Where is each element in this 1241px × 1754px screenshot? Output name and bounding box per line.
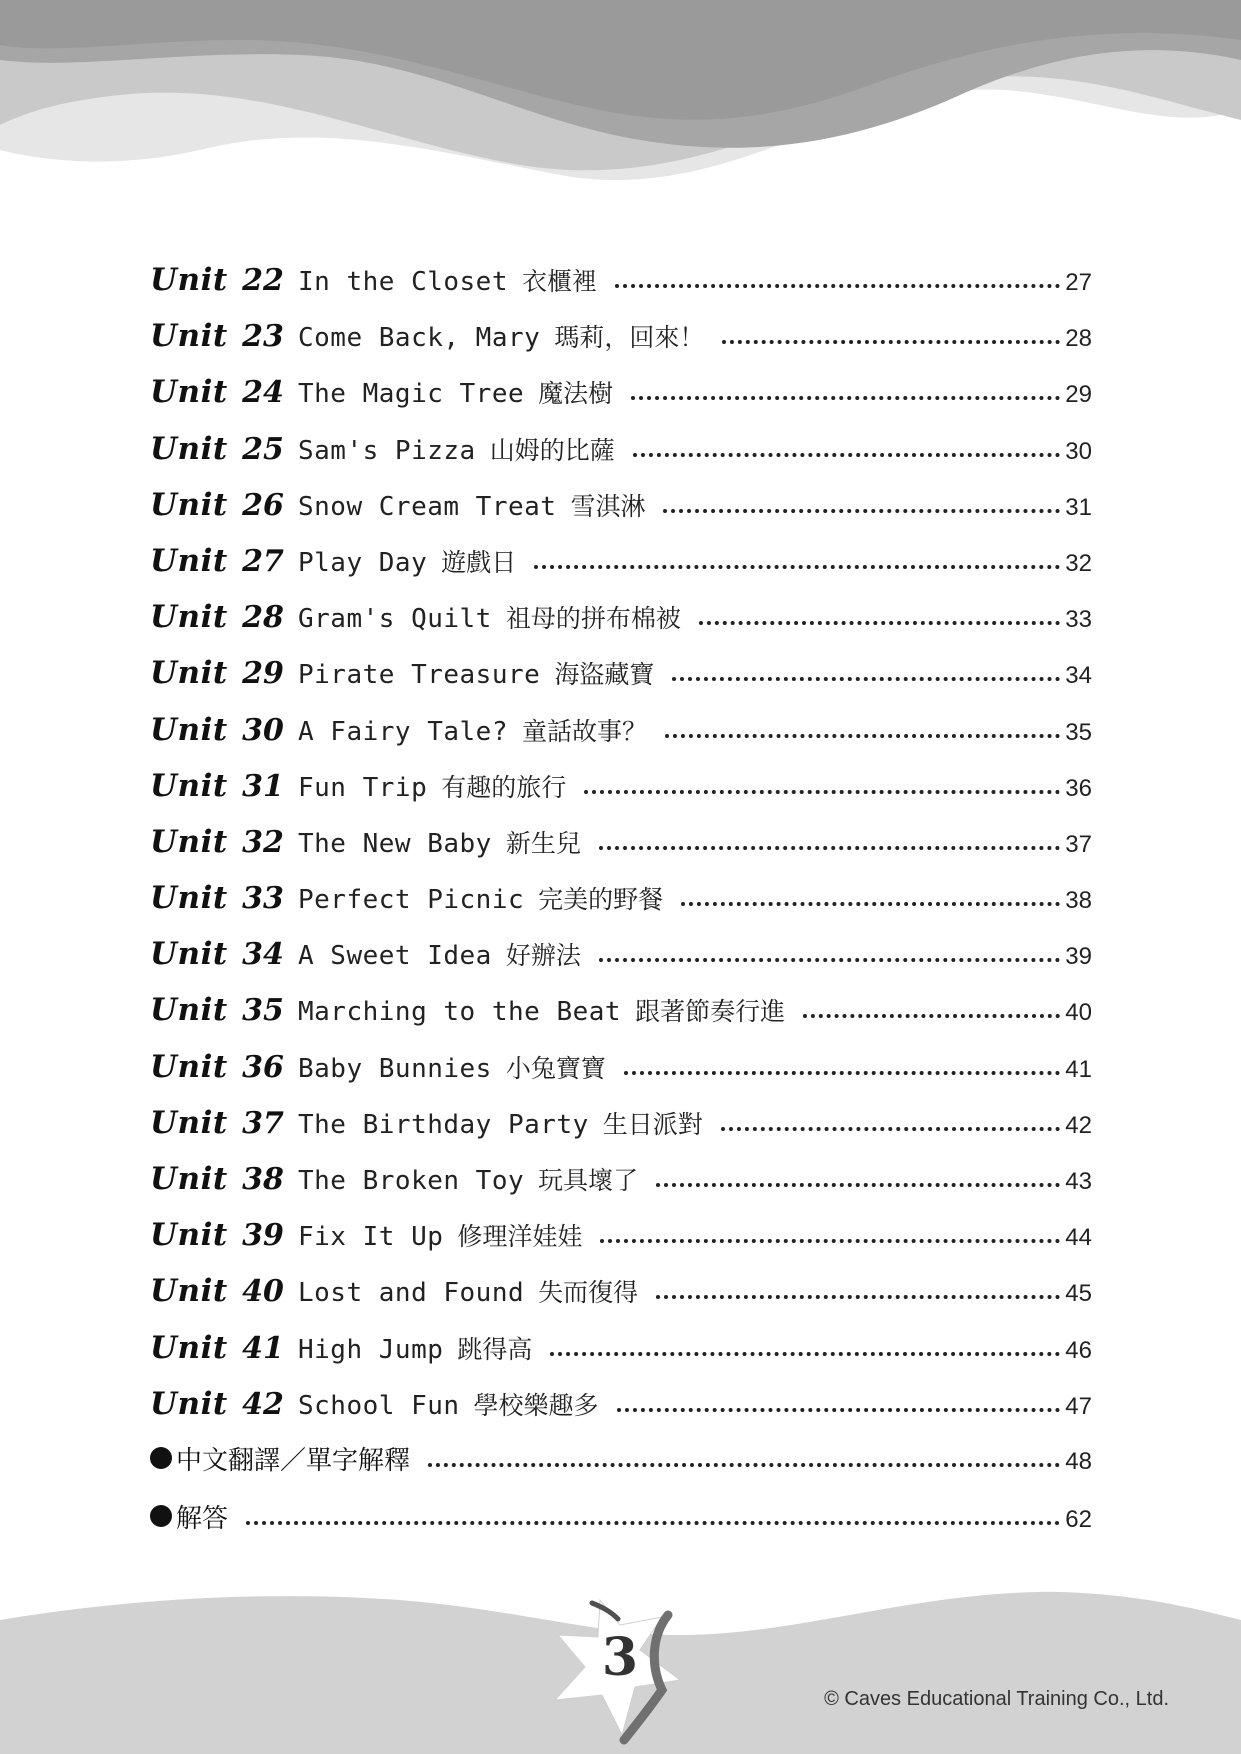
toc-entry[interactable] — [150, 364, 1092, 420]
unit-title-chinese: 跳得高 — [457, 1334, 533, 1364]
unit-title-english: Pirate Treasure — [298, 660, 541, 691]
page-reference: 32 — [1065, 549, 1092, 577]
unit-number: 33 — [242, 881, 284, 917]
unit-label: Unit — [150, 936, 228, 973]
unit-label: Unit — [150, 374, 228, 411]
unit-title-english: In the Closet — [298, 267, 508, 297]
page-reference: 33 — [1065, 606, 1092, 634]
page-reference: 38 — [1065, 887, 1092, 915]
toc-entry[interactable] — [150, 814, 1092, 870]
unit-number: 35 — [242, 993, 284, 1029]
extra-section-title: 解答 — [176, 1503, 229, 1534]
page-reference: 42 — [1065, 1111, 1092, 1139]
dot-leader — [617, 1400, 1060, 1412]
unit-title-english: Perfect Picnic — [298, 885, 525, 916]
dot-leader — [633, 445, 1060, 457]
page-reference: 37 — [1065, 830, 1092, 858]
page-number: 3 — [601, 1627, 639, 1688]
unit-title-chinese: 學校樂趣多 — [473, 1390, 599, 1420]
unit-number: 41 — [242, 1330, 284, 1366]
dot-leader — [631, 388, 1060, 400]
toc-entry[interactable] — [150, 982, 1092, 1038]
unit-title-chinese: 海盜藏寶 — [554, 660, 655, 690]
page-reference: 29 — [1065, 381, 1092, 409]
unit-label: Unit — [150, 1217, 228, 1254]
unit-number: 28 — [242, 600, 284, 636]
unit-label: Unit — [150, 1273, 228, 1310]
dot-leader — [721, 1119, 1060, 1131]
toc-entry[interactable] — [150, 758, 1092, 814]
dot-leader — [246, 1513, 1060, 1525]
dot-leader — [624, 1063, 1060, 1075]
unit-title-english: The Birthday Party — [298, 1109, 589, 1140]
unit-number: 29 — [242, 656, 284, 692]
dot-leader — [534, 557, 1060, 569]
unit-title-chinese: 童話故事？ — [522, 716, 648, 746]
unit-label: Unit — [150, 1104, 228, 1141]
toc-entry[interactable] — [150, 308, 1092, 364]
dot-leader — [584, 782, 1060, 794]
unit-label: Unit — [150, 318, 228, 355]
page-reference: 62 — [1065, 1505, 1092, 1533]
unit-title-chinese: 完美的野餐 — [538, 885, 664, 915]
dot-leader — [681, 894, 1060, 906]
unit-title-english: Lost and Found — [298, 1278, 525, 1309]
unit-title-chinese: 跟著節奏行進 — [635, 997, 786, 1027]
page-reference: 48 — [1065, 1447, 1092, 1475]
unit-number: 34 — [242, 937, 284, 973]
page-reference: 44 — [1065, 1224, 1092, 1252]
unit-title-chinese: 小兔寶寶 — [505, 1053, 606, 1083]
dot-leader — [656, 1175, 1060, 1187]
page-reference: 39 — [1065, 943, 1092, 971]
toc-entry[interactable] — [150, 1376, 1092, 1432]
unit-title-english: The Broken Toy — [298, 1166, 525, 1196]
unit-title-chinese: 雪淇淋 — [570, 491, 646, 521]
page-reference: 35 — [1065, 718, 1092, 746]
unit-title-chinese: 生日派對 — [602, 1109, 703, 1139]
dot-leader — [722, 332, 1060, 344]
bullet-icon — [150, 1447, 172, 1469]
unit-title-chinese: 修理洋娃娃 — [457, 1222, 583, 1252]
unit-number: 37 — [242, 1105, 284, 1141]
dot-leader — [656, 1287, 1060, 1299]
unit-number: 22 — [242, 263, 284, 298]
unit-number: 26 — [242, 487, 284, 523]
unit-title-english: School Fun — [298, 1390, 460, 1421]
extra-section-title: 中文翻譯／單字解釋 — [176, 1445, 411, 1476]
unit-number: 30 — [242, 712, 284, 748]
unit-label: Unit — [150, 880, 228, 917]
dot-leader — [428, 1455, 1060, 1467]
dot-leader — [663, 501, 1060, 513]
unit-label: Unit — [150, 430, 228, 467]
dot-leader — [599, 838, 1060, 850]
unit-label: Unit — [150, 262, 228, 298]
unit-title-english: High Jump — [298, 1334, 444, 1365]
unit-number: 38 — [242, 1162, 284, 1197]
unit-label: Unit — [150, 486, 228, 523]
unit-title-english: A Fairy Tale? — [298, 716, 508, 747]
unit-title-chinese: 有趣的旅行 — [441, 772, 567, 802]
unit-label: Unit — [150, 992, 228, 1029]
toc-entry[interactable] — [150, 1207, 1092, 1263]
unit-title-english: Play Day — [298, 547, 428, 578]
toc-entry[interactable] — [150, 1151, 1092, 1207]
unit-label: Unit — [150, 542, 228, 579]
unit-title-english: Marching to the Beat — [298, 997, 622, 1028]
toc-entry[interactable] — [150, 477, 1092, 533]
unit-title-english: The New Baby — [298, 828, 492, 859]
unit-number: 40 — [242, 1274, 284, 1310]
unit-title-english: Gram's Quilt — [298, 604, 492, 635]
page-reference: 34 — [1065, 662, 1092, 690]
unit-label: Unit — [150, 823, 228, 860]
toc-entry[interactable] — [150, 1095, 1092, 1151]
unit-label: Unit — [150, 655, 228, 692]
page-reference: 45 — [1065, 1280, 1092, 1308]
page-reference: 36 — [1065, 774, 1092, 802]
page-reference: 30 — [1065, 437, 1092, 465]
unit-title-chinese: 玩具壞了 — [538, 1166, 639, 1195]
unit-title-english: Baby Bunnies — [298, 1053, 492, 1084]
toc-extra-entry[interactable] — [150, 1490, 1092, 1548]
unit-label: Unit — [150, 1385, 228, 1422]
unit-title-english: Fix It Up — [298, 1222, 444, 1253]
dot-leader — [803, 1006, 1060, 1018]
toc-extra-entry[interactable] — [150, 1432, 1092, 1490]
unit-number: 39 — [242, 1218, 284, 1254]
page-reference: 40 — [1065, 999, 1092, 1027]
page-reference: 43 — [1065, 1168, 1092, 1195]
unit-number: 25 — [242, 431, 284, 467]
toc-entry[interactable] — [150, 1320, 1092, 1376]
page-reference: 46 — [1065, 1336, 1092, 1364]
unit-title-chinese: 魔法樹 — [538, 379, 614, 409]
unit-title-chinese: 衣櫃裡 — [522, 267, 598, 296]
unit-title-english: Fun Trip — [298, 772, 428, 803]
top-wave-decoration — [0, 0, 1241, 215]
unit-title-chinese: 祖母的拼布棉被 — [505, 604, 681, 634]
toc-entry[interactable] — [150, 252, 1092, 308]
unit-number: 32 — [242, 824, 284, 860]
unit-title-chinese: 瑪莉，回來！ — [554, 323, 705, 353]
toc-entry[interactable] — [150, 926, 1092, 982]
unit-label: Unit — [150, 711, 228, 748]
dot-leader — [599, 950, 1060, 962]
toc-entry[interactable] — [150, 533, 1092, 589]
unit-title-chinese: 好辦法 — [505, 941, 581, 971]
toc-entry[interactable] — [150, 702, 1092, 758]
dot-leader — [550, 1344, 1060, 1356]
copyright-notice: © Caves Educational Training Co., Ltd. — [824, 1688, 1169, 1710]
toc-entry[interactable] — [150, 1039, 1092, 1095]
unit-label: Unit — [150, 1161, 228, 1197]
unit-number: 42 — [242, 1386, 284, 1422]
unit-title-chinese: 失而復得 — [538, 1278, 639, 1308]
page-reference: 41 — [1065, 1055, 1092, 1083]
unit-title-chinese: 新生兒 — [505, 828, 581, 858]
unit-label: Unit — [150, 599, 228, 636]
page-reference: 31 — [1065, 493, 1092, 521]
dot-leader — [615, 276, 1060, 288]
unit-title-chinese: 遊戲日 — [441, 547, 517, 577]
toc-entry[interactable] — [150, 645, 1092, 701]
unit-label: Unit — [150, 1048, 228, 1085]
page-reference: 47 — [1065, 1392, 1092, 1420]
unit-title-english: A Sweet Idea — [298, 941, 492, 972]
toc-entry[interactable] — [150, 870, 1092, 926]
unit-number: 31 — [242, 768, 284, 804]
unit-number: 27 — [242, 543, 284, 579]
dot-leader — [665, 726, 1060, 738]
unit-number: 36 — [242, 1049, 284, 1085]
unit-title-chinese: 山姆的比薩 — [489, 435, 615, 465]
unit-label: Unit — [150, 1329, 228, 1366]
dot-leader — [600, 1231, 1060, 1243]
toc-entry[interactable] — [150, 1263, 1092, 1319]
unit-number: 24 — [242, 375, 284, 411]
table-of-contents — [150, 252, 1092, 1548]
dot-leader — [672, 669, 1060, 681]
bullet-icon — [150, 1505, 172, 1527]
toc-entry[interactable] — [150, 589, 1092, 645]
page-reference: 28 — [1065, 325, 1092, 353]
unit-title-english: Come Back, Mary — [298, 323, 541, 354]
dot-leader — [699, 613, 1060, 625]
unit-title-english: Snow Cream Treat — [298, 491, 557, 522]
unit-label: Unit — [150, 767, 228, 804]
unit-title-english: Sam's Pizza — [298, 435, 476, 466]
unit-number: 23 — [242, 319, 284, 355]
toc-entry[interactable] — [150, 421, 1092, 477]
unit-title-english: The Magic Tree — [298, 379, 525, 410]
page-reference: 27 — [1065, 269, 1092, 296]
